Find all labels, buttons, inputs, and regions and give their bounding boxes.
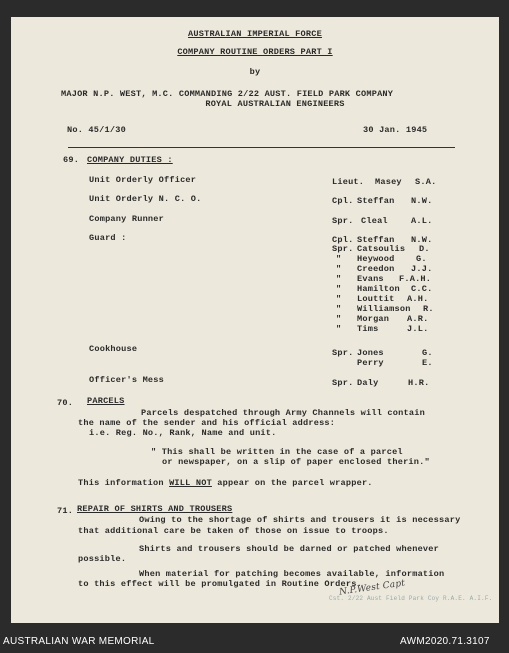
text-run: appear on the parcel wrapper. (217, 478, 373, 488)
cookhouse-initials: E. (422, 358, 433, 368)
paragraph-line: Parcels despatched through Army Channels will contain (141, 408, 425, 418)
guard-initials: G. (416, 254, 427, 264)
document-page (11, 17, 499, 623)
guard-mark: " (336, 264, 342, 274)
order-number: No. 45/1/30 (67, 125, 126, 135)
unit-stamp: Cst. 2/22 Aust Field Park Coy R.A.E. A.I.F. (329, 595, 493, 602)
guard-name: Creedon (357, 264, 395, 274)
paragraph-line: i.e. Reg. No., Rank, Name and unit. (89, 428, 277, 438)
cookhouse-name: Perry (357, 358, 384, 368)
guard-name: Morgan (357, 314, 390, 324)
document-title: COMPANY ROUTINE ORDERS PART I (177, 47, 333, 57)
text-run: This information (78, 478, 164, 488)
guard-initials: N.W. (411, 235, 433, 245)
force-heading: AUSTRALIAN IMPERIAL FORCE (188, 29, 322, 39)
emphasis-text: WILL NOT (169, 478, 212, 488)
duty-name: Steffan (357, 196, 395, 206)
duty-role: Unit Orderly N. C. O. (89, 194, 202, 204)
section-69-number: 69. (63, 155, 80, 165)
paragraph-line: to this effect will be promulgated in Routine Orders. (78, 579, 362, 589)
guard-initials: J.J. (411, 264, 433, 274)
guard-initials: A.H. (407, 294, 429, 304)
guard-name: Catsoulis (357, 244, 406, 254)
mess-mark: Spr. (332, 378, 354, 388)
section-70-number: 70. (57, 398, 74, 408)
guard-mark: Spr. (332, 244, 354, 254)
header-divider (68, 147, 455, 148)
guard-mark: " (336, 304, 342, 314)
guard-mark: " (336, 314, 342, 324)
cookhouse-name: Jones (357, 348, 384, 358)
guard-name: Evans (357, 274, 384, 284)
order-date: 30 Jan. 1945 (363, 125, 428, 135)
guard-name: Steffan (357, 235, 395, 245)
section-71-number: 71. (57, 506, 74, 516)
guard-mark: " (336, 284, 342, 294)
guard-name: Williamson (357, 304, 411, 314)
duty-rank: Lieut. (332, 177, 365, 187)
unit-line: ROYAL AUSTRALIAN ENGINEERS (205, 99, 345, 109)
archive-reference: AWM2020.71.3107 (400, 636, 490, 647)
guard-name: Tims (357, 324, 379, 334)
duty-initials: A.L. (411, 216, 433, 226)
cookhouse-label: Cookhouse (89, 344, 138, 354)
archive-credit: AUSTRALIAN WAR MEMORIAL (3, 636, 155, 647)
cookhouse-mark: Spr. (332, 348, 354, 358)
guard-name: Louttit (357, 294, 395, 304)
duty-rank: Cpl. (332, 196, 354, 206)
guard-name: Heywood (357, 254, 395, 264)
duty-name: Masey (375, 177, 402, 187)
paragraph-line: Owing to the shortage of shirts and trousers it is necessary (139, 515, 461, 525)
guard-initials: F.A.H. (399, 274, 432, 284)
commander-line: MAJOR N.P. WEST, M.C. COMMANDING 2/22 AUST. FIELD PARK COMPANY (61, 89, 394, 99)
guard-mark: " (336, 274, 342, 284)
paragraph-line: When material for patching becomes available, information (139, 569, 445, 579)
section-69-heading: COMPANY DUTIES : (87, 155, 173, 165)
guard-initials: J.L. (407, 324, 429, 334)
mess-label: Officer's Mess (89, 375, 164, 385)
paragraph-line (78, 478, 373, 488)
guard-mark: Cpl. (332, 235, 354, 245)
guard-initials: C.C. (411, 284, 433, 294)
guard-initials: D. (419, 244, 430, 254)
section-70-heading: PARCELS (87, 396, 125, 406)
paragraph-line: that additional care be taken of those on issue to troops. (78, 526, 389, 536)
quoted-line: or newspaper, on a slip of paper enclosed therin." (162, 457, 430, 467)
handwritten-signature: N.P.West Capt (338, 578, 406, 598)
mess-name: Daly (357, 378, 379, 388)
guard-name: Hamilton (357, 284, 400, 294)
duty-role: Company Runner (89, 214, 164, 224)
paragraph-line: Shirts and trousers should be darned or patched whenever (139, 544, 439, 554)
guard-initials: R. (423, 304, 434, 314)
quoted-line: " This shall be written in the case of a parcel (151, 447, 403, 457)
guard-mark: " (336, 294, 342, 304)
by-line: by (249, 67, 261, 77)
paragraph-line: the name of the sender and his official address: (78, 418, 336, 428)
cookhouse-initials: G. (422, 348, 433, 358)
section-71-heading: REPAIR OF SHIRTS AND TROUSERS (77, 504, 233, 514)
duty-initials: N.W. (411, 196, 433, 206)
duty-initials: S.A. (415, 177, 437, 187)
guard-initials: A.R. (407, 314, 429, 324)
guard-label: Guard : (89, 233, 127, 243)
paragraph-line: possible. (78, 554, 127, 564)
guard-mark: " (336, 254, 342, 264)
guard-mark: " (336, 324, 342, 334)
mess-initials: H.R. (408, 378, 430, 388)
duty-rank: Spr. (332, 216, 354, 226)
duty-role: Unit Orderly Officer (89, 175, 197, 185)
duty-name: Cleal (361, 216, 388, 226)
